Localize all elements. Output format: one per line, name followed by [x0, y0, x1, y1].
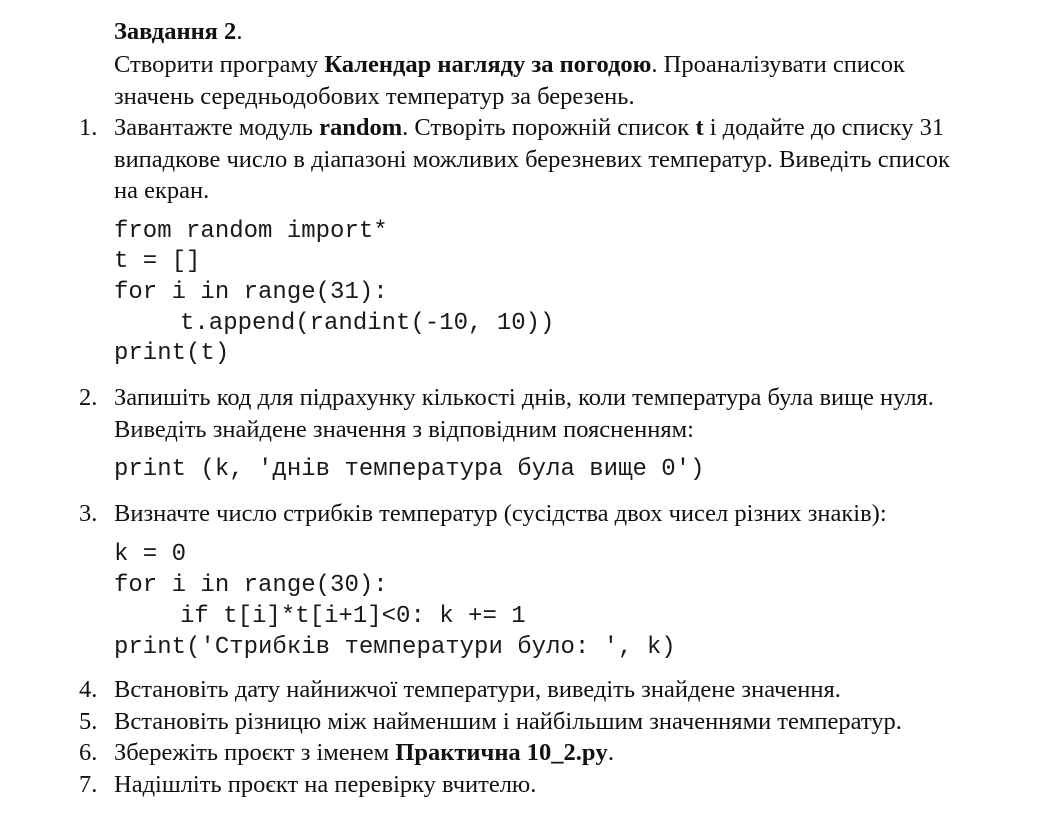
- code-line: print(t): [114, 340, 230, 367]
- item-1-text: Завантажте модуль: [114, 114, 320, 141]
- item-6-text: Збережіть проєкт з іменем: [114, 739, 396, 766]
- item-1-line1: [114, 113, 944, 143]
- list-name: t: [695, 114, 704, 141]
- item-number: 6.: [79, 739, 98, 766]
- code-line: t.append(randint(-10, 10)): [180, 310, 555, 337]
- task-intro-line2: значень середньодобових температур за березень.: [114, 83, 635, 110]
- code-line: k = 0: [114, 541, 187, 568]
- code-line: for i in range(30):: [114, 572, 388, 599]
- item-3-line1: Визначте число стрибків температур (сусідства двох чисел різних знаків):: [114, 500, 887, 527]
- item-1-text-end: і додайте до списку 31: [703, 114, 945, 141]
- intro-text: Створити програму: [114, 51, 325, 78]
- task-title: Завдання 2: [114, 18, 237, 45]
- code-line: print('Стрибків температури було: ', k): [114, 634, 676, 661]
- task-intro-line1: [114, 50, 905, 80]
- item-number: 1.: [79, 114, 98, 141]
- item-2-line1: Запишіть код для підрахунку кількості днів, коли температура була вище нуля.: [114, 384, 934, 411]
- item-6-text-end: .: [607, 739, 614, 766]
- task-title-period: .: [236, 18, 243, 45]
- item-number: 7.: [79, 771, 98, 798]
- item-number: 3.: [79, 500, 98, 527]
- module-name: random: [319, 114, 403, 141]
- code-line: if t[i]*t[i+1]<0: k += 1: [180, 603, 526, 630]
- item-4-line1: Встановіть дату найнижчої температури, виведіть знайдене значення.: [114, 676, 841, 703]
- item-number: 4.: [79, 676, 98, 703]
- item-2-line2: Виведіть знайдене значення з відповідним поясненням:: [114, 416, 694, 443]
- item-number: 2.: [79, 384, 98, 411]
- item-5-line1: Встановіть різницю між найменшим і найбільшим значеннями температур.: [114, 708, 902, 735]
- item-number: 5.: [79, 708, 98, 735]
- code-line: from random import*: [114, 218, 388, 245]
- item-6-line1: [114, 738, 614, 768]
- item-1-line3: на екран.: [114, 177, 210, 204]
- code-line: for i in range(31):: [114, 279, 388, 306]
- code-line: t = []: [114, 248, 201, 275]
- item-1-text-mid: . Створіть порожній список: [402, 114, 696, 141]
- item-7-line1: Надішліть проєкт на перевірку вчителю.: [114, 771, 537, 798]
- task-heading: [114, 17, 242, 47]
- intro-text-end: . Проаналізувати список: [651, 51, 905, 78]
- code-line: print (k, 'днів температура була вище 0'): [114, 456, 705, 483]
- project-filename: Практична 10_2.py: [395, 739, 608, 766]
- item-1-line2: випадкове число в діапазоні можливих березневих температур. Виведіть список: [114, 146, 950, 173]
- program-name: Календар нагляду за погодою: [324, 51, 652, 78]
